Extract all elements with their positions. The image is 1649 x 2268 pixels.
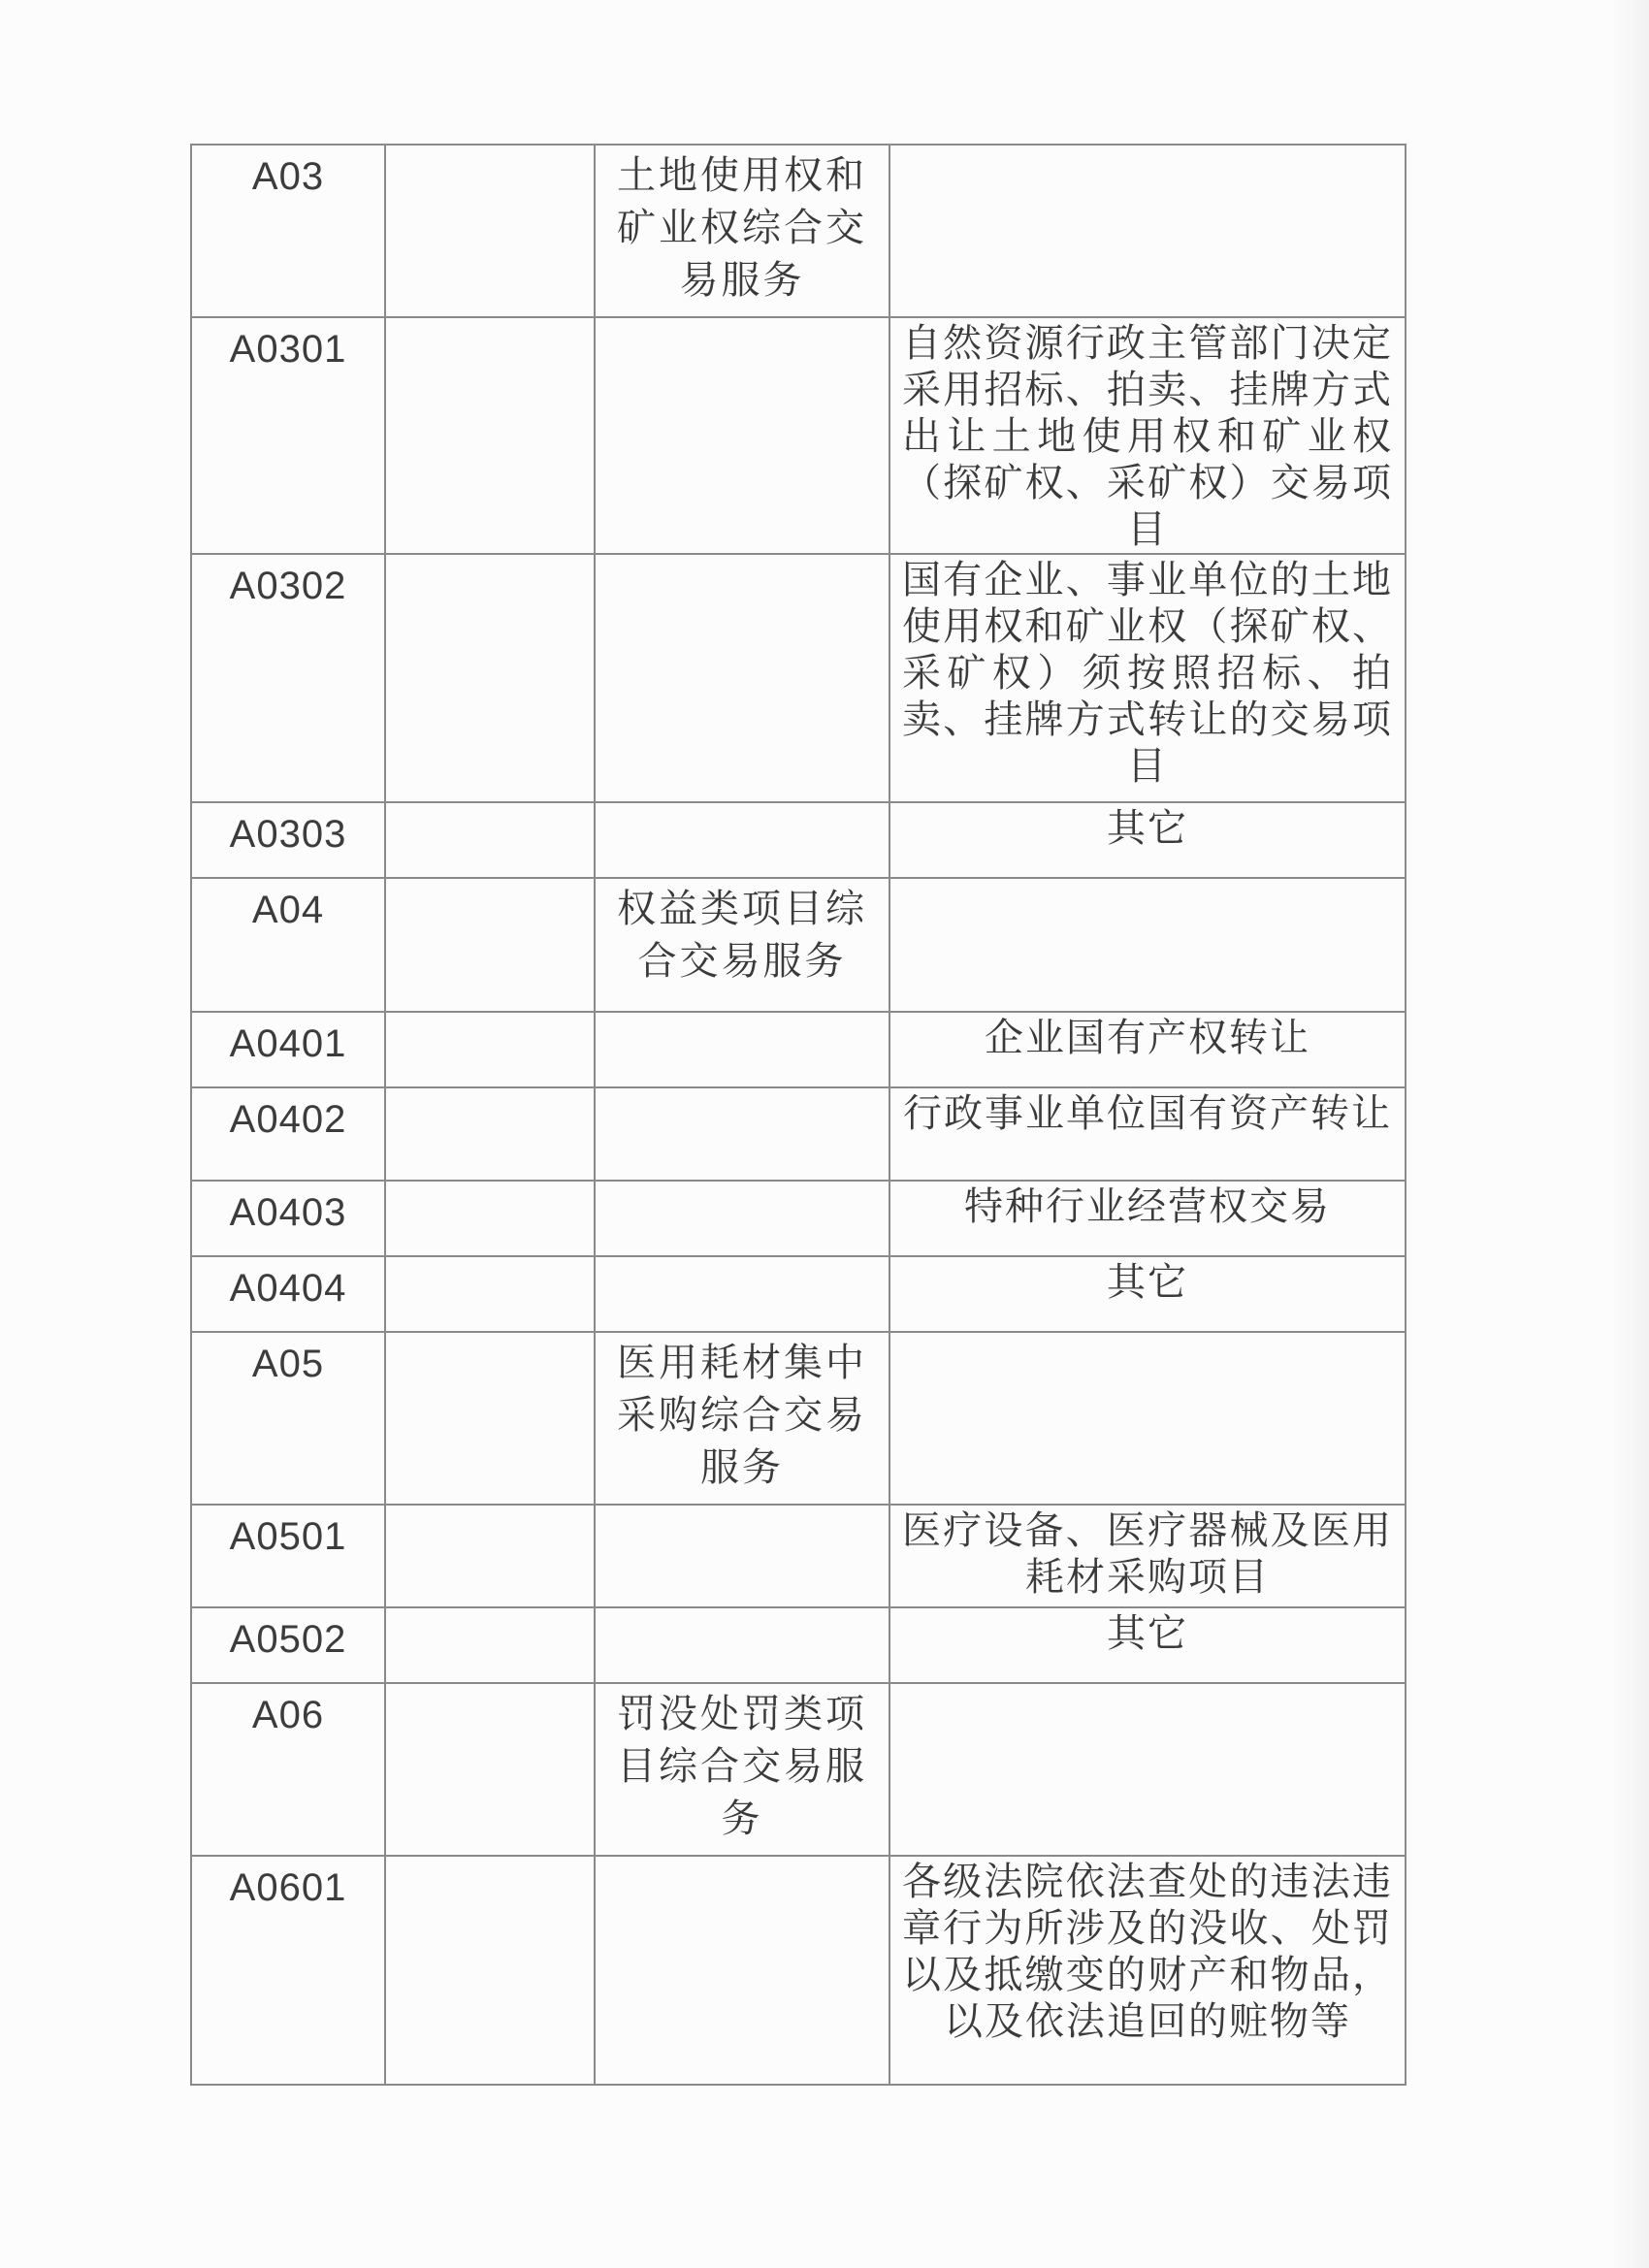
item-description: 其它: [1107, 1260, 1188, 1305]
item-code: A0402: [229, 1098, 347, 1141]
blank-cell: [385, 1856, 595, 2085]
category-name: [596, 1088, 889, 1092]
item-code: A0404: [229, 1267, 347, 1310]
category-name: [596, 1257, 889, 1261]
item-code: A0301: [229, 328, 347, 371]
category-name: [596, 1013, 889, 1017]
item-code: A03: [251, 155, 325, 198]
item-code: A04: [251, 889, 325, 931]
category-name: [596, 803, 889, 807]
category-name-cell: [595, 802, 889, 878]
blank-cell: [385, 145, 595, 317]
item-code: A0501: [229, 1515, 347, 1558]
item-description: [890, 879, 1405, 881]
description-cell: [889, 1332, 1406, 1505]
description-cell: [889, 1256, 1406, 1332]
item-code: A06: [251, 1694, 325, 1736]
description-cell: [889, 1607, 1406, 1683]
item-description: [890, 1333, 1405, 1335]
category-name-cell: [595, 1181, 889, 1256]
item-code: A0502: [229, 1618, 347, 1661]
category-name-cell: [595, 878, 889, 1012]
table-row: [191, 1856, 1406, 2085]
description-cell: [889, 554, 1406, 802]
blank-cell: [385, 1256, 595, 1332]
table-row: [191, 1505, 1406, 1607]
item-code: A05: [251, 1343, 325, 1385]
table-row: [191, 1607, 1406, 1683]
category-name-cell: [595, 1505, 889, 1607]
code-cell: [191, 1856, 385, 2085]
code-cell: [191, 878, 385, 1012]
table-row: [191, 554, 1406, 802]
item-description: 特种行业经营权交易: [964, 1184, 1331, 1229]
table-row: [191, 1087, 1406, 1181]
category-name-cell: [595, 1856, 889, 2085]
code-cell: [191, 1012, 385, 1087]
description-cell: [889, 1856, 1406, 2085]
table-row: [191, 145, 1406, 317]
table-row: [191, 1683, 1406, 1856]
category-name: [596, 1857, 889, 1861]
item-code: A0403: [229, 1191, 347, 1234]
code-cell: [191, 1683, 385, 1856]
blank-cell: [385, 317, 595, 554]
code-cell: [191, 145, 385, 317]
blank-cell: [385, 802, 595, 878]
blank-cell: [385, 1087, 595, 1181]
blank-cell: [385, 1505, 595, 1607]
item-description: [890, 1684, 1405, 1686]
table-row: [191, 1012, 1406, 1087]
classification-table: [190, 144, 1406, 2086]
item-description: 国有企业、事业单位的土地使用权和矿业权（探矿权、采矿权）须按照招标、拍卖、挂牌方式转让的交易项目: [902, 558, 1393, 789]
table-row: [191, 1181, 1406, 1256]
item-description: [890, 146, 1405, 147]
code-cell: [191, 1505, 385, 1607]
code-cell: [191, 1332, 385, 1505]
description-cell: [889, 145, 1406, 317]
item-description: 其它: [1107, 806, 1188, 851]
code-cell: [191, 1607, 385, 1683]
category-name-cell: [595, 1087, 889, 1181]
category-name: [596, 555, 889, 559]
item-description: 自然资源行政主管部门决定采用招标、拍卖、挂牌方式出让土地使用权和矿业权（探矿权、采矿权）交易项目: [902, 321, 1393, 552]
blank-cell: [385, 1332, 595, 1505]
item-description: 其它: [1107, 1611, 1188, 1656]
category-name-cell: [595, 554, 889, 802]
code-cell: [191, 1256, 385, 1332]
description-cell: [889, 1505, 1406, 1607]
description-cell: [889, 1012, 1406, 1087]
blank-cell: [385, 554, 595, 802]
description-cell: [889, 1181, 1406, 1256]
code-cell: [191, 802, 385, 878]
item-description: 企业国有产权转让: [985, 1016, 1310, 1060]
table-row: [191, 1256, 1406, 1332]
description-cell: [889, 878, 1406, 1012]
category-name-cell: [595, 1332, 889, 1505]
category-name-cell: [595, 1683, 889, 1856]
category-name: [596, 318, 889, 322]
blank-cell: [385, 1012, 595, 1087]
category-name: [596, 1506, 889, 1509]
category-name: 罚没处罚类项目综合交易服务: [617, 1692, 867, 1841]
item-description: 行政事业单位国有资产转让: [903, 1091, 1392, 1136]
category-name-cell: [595, 317, 889, 554]
item-description: 各级法院依法查处的违法违章行为所涉及的没收、处罚以及抵缴变的财产和物品，以及依法追回的赃物等: [902, 1860, 1393, 2044]
category-name: [596, 1182, 889, 1185]
category-name: 土地使用权和矿业权综合交易服务: [617, 153, 867, 303]
table-row: [191, 1332, 1406, 1505]
code-cell: [191, 1087, 385, 1181]
item-code: A0303: [229, 813, 347, 856]
item-description: 医疗设备、医疗器械及医用耗材采购项目: [902, 1508, 1393, 1600]
blank-cell: [385, 1683, 595, 1856]
blank-cell: [385, 1607, 595, 1683]
item-code: A0601: [229, 1866, 347, 1909]
code-cell: [191, 1181, 385, 1256]
table-row: [191, 317, 1406, 554]
table-row: [191, 878, 1406, 1012]
table-row: [191, 802, 1406, 878]
category-name-cell: [595, 1256, 889, 1332]
description-cell: [889, 1683, 1406, 1856]
code-cell: [191, 554, 385, 802]
item-code: A0302: [229, 565, 347, 607]
category-name: 权益类项目综合交易服务: [617, 887, 867, 984]
blank-cell: [385, 878, 595, 1012]
category-name-cell: [595, 145, 889, 317]
blank-cell: [385, 1181, 595, 1256]
category-name: 医用耗材集中采购综合交易服务: [617, 1341, 867, 1490]
description-cell: [889, 802, 1406, 878]
item-code: A0401: [229, 1022, 347, 1065]
category-name-cell: [595, 1012, 889, 1087]
category-name: [596, 1608, 889, 1612]
category-name-cell: [595, 1607, 889, 1683]
page-edge-shadow: [1610, 0, 1649, 2268]
code-cell: [191, 317, 385, 554]
description-cell: [889, 1087, 1406, 1181]
description-cell: [889, 317, 1406, 554]
